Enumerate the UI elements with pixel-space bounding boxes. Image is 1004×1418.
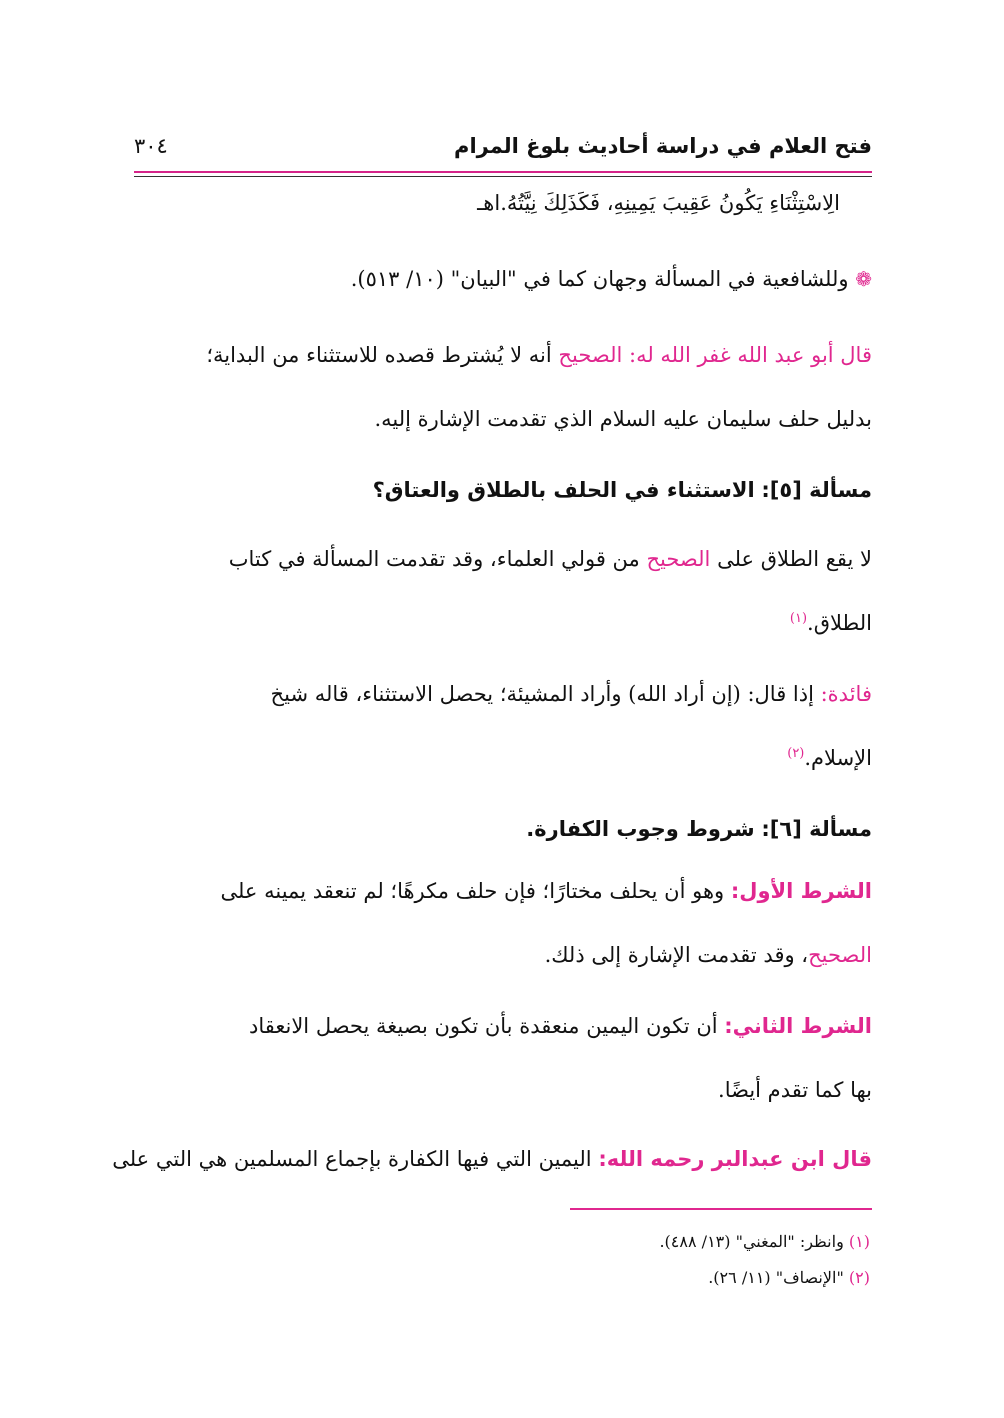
paragraph-talaq-line2 xyxy=(134,610,872,637)
footnote-2-text: "الإنصاف" (١١/ ٢٦). xyxy=(708,1268,844,1287)
paragraph-shafii xyxy=(351,266,872,293)
page-number: ٣٠٤ xyxy=(134,134,168,158)
header-rule-dark xyxy=(134,176,872,177)
condition-1-text: وهو أن يحلف مختارًا؛ فإن حلف مكرهًا؛ لم تنعقد يمينه على xyxy=(220,879,725,903)
author-opinion-text: أنه لا يُشترط قصده للاستثناء من البداية؛ xyxy=(206,343,552,367)
ibn-abdalbarr-label: قال ابن عبدالبر رحمه الله: xyxy=(598,1147,872,1171)
faida-text: إذا قال: (إن أراد الله) وأراد المشيئة؛ يحصل الاستثناء، قاله شيخ xyxy=(270,682,814,706)
issue-5-title: الاستثناء في الحلف بالطلاق والعتاق؟ xyxy=(372,478,755,502)
footnote-1-number: (١) xyxy=(848,1232,870,1251)
condition-1 xyxy=(134,878,872,905)
footnote-1-text: وانظر: "المغني" (١٣/ ٤٨٨). xyxy=(659,1232,844,1251)
shafii-text: وللشافعية في المسألة وجهان كما في "البيان" (١٠/ ٥١٣). xyxy=(350,267,849,291)
faida-line2: الإسلام. xyxy=(804,746,872,770)
condition-2-text: أن تكون اليمين منعقدة بأن تكون بصيغة يحصل الانعقاد xyxy=(248,1014,718,1038)
condition-1-line2-text: ، وقد تقدمت الإشارة إلى ذلك. xyxy=(544,943,809,967)
footnote-ref-1[interactable]: (١) xyxy=(789,611,808,626)
issue-6-title: شروط وجوب الكفارة. xyxy=(526,817,755,841)
faida-label: فائدة: xyxy=(820,682,872,706)
paragraph-author-opinion-line2 xyxy=(134,406,872,433)
book-title: فتح العلام في دراسة أحاديث بلوغ المرام xyxy=(454,134,872,158)
condition-2 xyxy=(134,1013,872,1040)
ibn-abdalbarr-quote xyxy=(112,1146,872,1173)
ibn-abdalbarr-text: اليمين التي فيها الكفارة بإجماع المسلمين هي التي على xyxy=(112,1147,592,1171)
issue-5-label: مسألة [٥]: xyxy=(761,478,872,502)
footnote-separator xyxy=(570,1208,872,1210)
talaq-text-b: من قولي العلماء، وقد تقدمت المسألة في كتاب xyxy=(228,547,640,571)
footnote-1 xyxy=(659,1232,870,1251)
condition-1-label: الشرط الأول: xyxy=(730,879,872,903)
author-lead: قال أبو عبد الله غفر الله له: xyxy=(629,343,872,367)
paragraph-faida-line2 xyxy=(134,745,872,772)
footnote-2 xyxy=(708,1268,870,1287)
footnote-ref-2[interactable]: (٢) xyxy=(787,746,805,761)
flower-ornament-icon: ❁ xyxy=(855,267,872,291)
paragraph-author-opinion xyxy=(134,342,872,369)
talaq-text-a: لا يقع الطلاق على xyxy=(717,547,872,571)
issue-5-heading xyxy=(134,477,872,504)
condition-1-line2 xyxy=(134,942,872,969)
sahih-term: الصحيح xyxy=(808,943,872,967)
author-opinion-line2: بدليل حلف سليمان عليه السلام الذي تقدمت الإشارة إليه. xyxy=(374,407,872,431)
condition-2-line2 xyxy=(134,1077,872,1104)
issue-6-heading xyxy=(134,816,872,843)
issue-6-label: مسألة [٦]: xyxy=(761,817,872,841)
sahih-term: الصحيح xyxy=(646,547,711,571)
talaq-line2: الطلاق. xyxy=(807,611,872,635)
condition-2-line2-text: بها كما تقدم أيضًا. xyxy=(718,1078,872,1102)
condition-2-label: الشرط الثاني: xyxy=(724,1014,872,1038)
paragraph-talaq xyxy=(134,546,872,573)
footnote-2-number: (٢) xyxy=(848,1268,870,1287)
paragraph-quote-end xyxy=(477,190,840,217)
sahih-term: الصحيح xyxy=(558,343,623,367)
quote-text: الِاسْتِثْنَاءِ يَكُونُ عَقِيبَ يَمِينِهِ، فَكَذَلِكَ نِيَّتُهُ.اهـ xyxy=(477,191,840,215)
running-header xyxy=(134,124,872,172)
header-rule-pink xyxy=(134,171,872,173)
paragraph-faida xyxy=(134,681,872,708)
